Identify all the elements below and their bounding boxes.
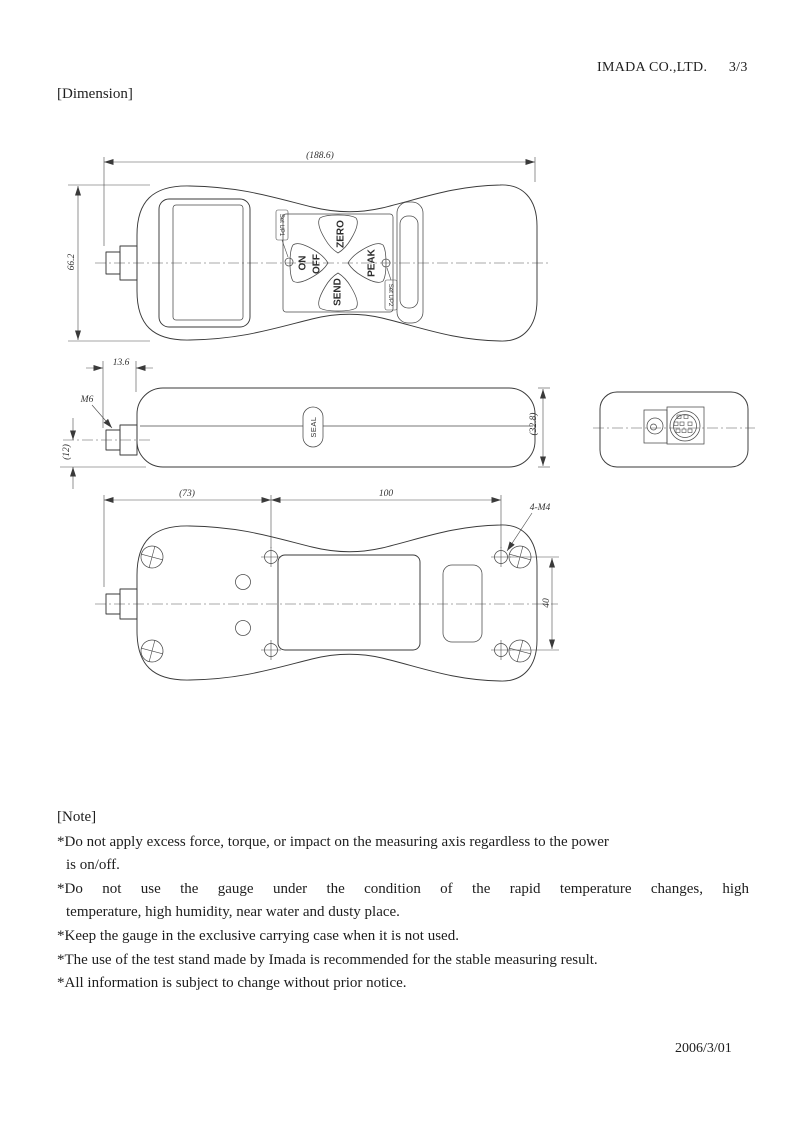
page-number: 3/3 — [728, 60, 748, 75]
small-cover — [443, 565, 482, 642]
note-line: is on/off. — [66, 857, 120, 874]
set-up2-label: Set UP2 — [387, 283, 393, 307]
dim-hole-width-label: 40 — [542, 598, 552, 608]
send-button-label: SEND — [332, 278, 344, 306]
dim-shaft-height-label: (12) — [62, 444, 72, 460]
m4-tapped-holes — [261, 547, 511, 660]
off-button-label: OFF — [311, 254, 323, 274]
round-hole-upper — [236, 575, 251, 590]
dim-shaft-height — [60, 418, 146, 489]
thread-callout — [80, 395, 112, 428]
peak-button-label: PEAK — [366, 249, 378, 277]
note-line: *Do not use the gauge under the condition of the rapid temperature changes, high — [57, 880, 749, 897]
dim-overall-length — [104, 150, 535, 246]
top-view — [67, 150, 548, 341]
dim-shaft-length-label: 13.6 — [112, 358, 130, 368]
side-body-outline — [137, 388, 535, 467]
right-grip-slot — [400, 216, 418, 308]
on-button-label: ON — [297, 255, 309, 271]
note-line: *All information is subject to change without prior notice. — [57, 975, 407, 992]
bottom-view — [95, 488, 559, 681]
section-title: [Dimension] — [57, 86, 133, 102]
company-name: IMADA CO.,LTD. — [597, 60, 708, 75]
display-screen — [173, 205, 243, 320]
dim-hole-span-label: 100 — [378, 489, 394, 499]
notes-title: [Note] — [57, 809, 97, 825]
dim-front-label: (73) — [179, 489, 195, 499]
set-up1-hole — [285, 258, 293, 266]
dc-jack-plate — [644, 410, 667, 443]
thread-label: M6 — [80, 395, 94, 405]
dim-overall-width-label: 66.2 — [67, 253, 77, 271]
m4-callout-label: 4-M4 — [529, 503, 551, 513]
dim-overall-length-label: (188.6) — [306, 151, 334, 161]
dim-front-span — [104, 488, 501, 587]
note-line: temperature, high humidity, near water and dusty place. — [66, 904, 400, 921]
dim-shaft-length — [86, 358, 153, 428]
zero-button-label: ZERO — [335, 220, 347, 248]
side-view — [60, 358, 550, 489]
bottom-body-outline — [137, 525, 537, 681]
battery-cover — [278, 555, 420, 650]
document-date: 2006/3/01 — [675, 1041, 732, 1056]
dc-jack-connector — [647, 418, 663, 434]
set-up1-label: Set UP1 — [278, 213, 284, 237]
end-view — [593, 392, 755, 467]
mini-din-connector — [670, 411, 700, 441]
round-hole-lower — [236, 621, 251, 636]
note-line: *Keep the gauge in the exclusive carrying case when it is not used. — [57, 927, 459, 944]
notes-section — [57, 806, 749, 996]
dim-thickness-label: (32.8) — [529, 412, 539, 436]
note-line: *Do not apply excess force, torque, or impact on the measuring axis regardless to the power — [57, 833, 609, 850]
m4-callout — [507, 503, 551, 551]
din-plate — [667, 407, 704, 444]
dim-hole-width — [510, 557, 559, 650]
note-line: *The use of the test stand made by Imada is recommended for the stable measuring result. — [57, 951, 598, 968]
seal-label: SEAL — [309, 416, 318, 438]
